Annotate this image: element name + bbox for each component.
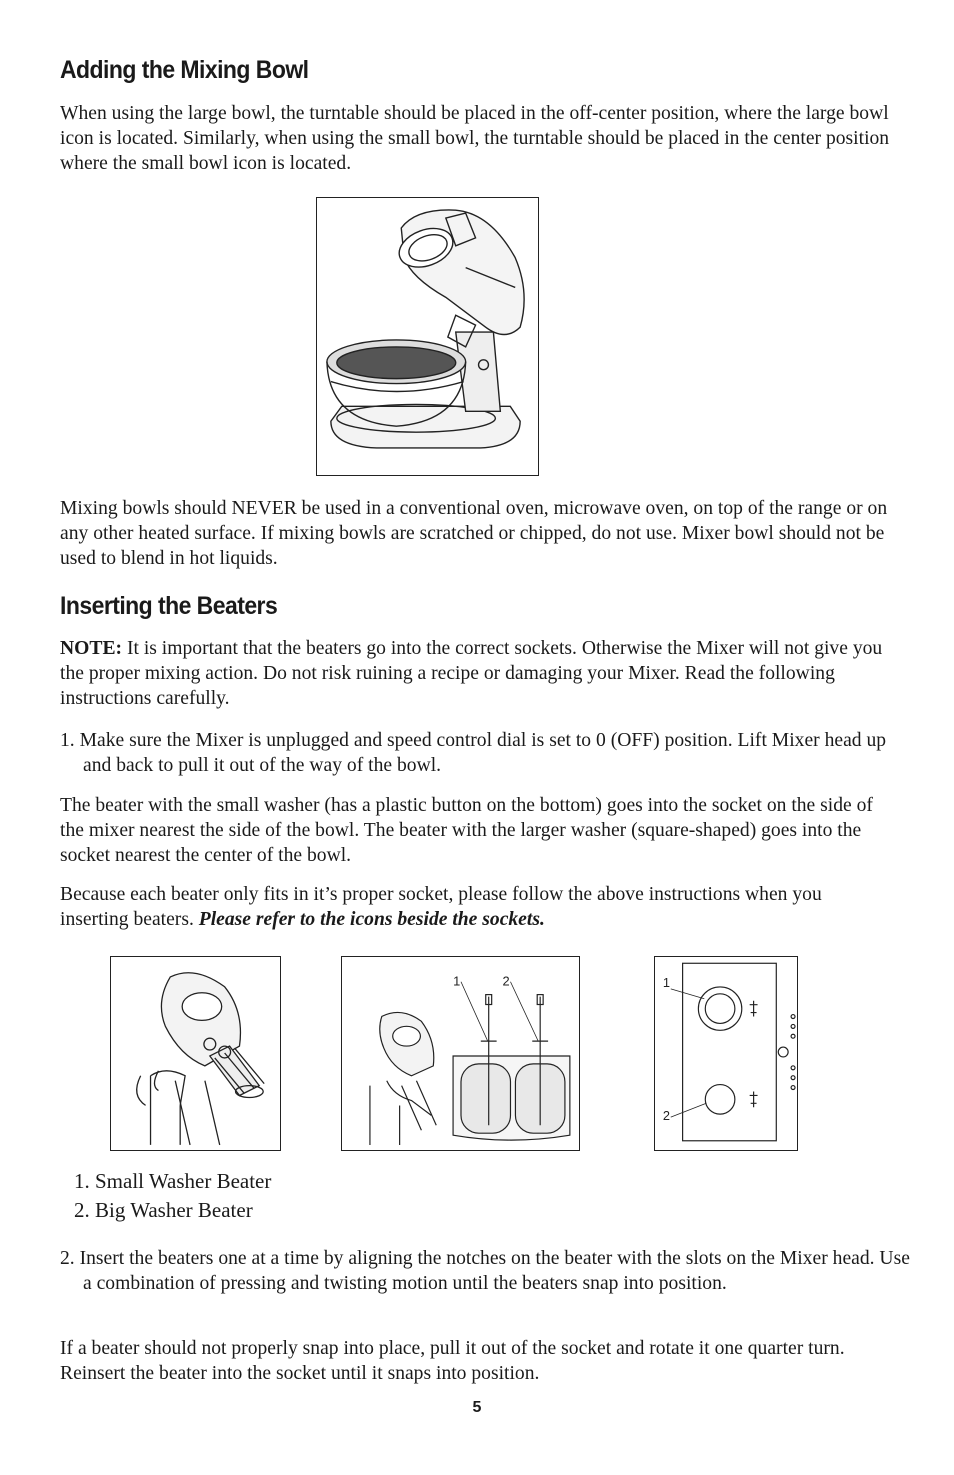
paragraph-reinsert-beater: If a beater should not properly snap into place, pull it out of the socket and rotate it one quarter turn. Reinsert the beater into the socket until it snaps into position. xyxy=(60,1338,845,1384)
socket-icons-illustration xyxy=(655,957,797,1150)
paragraph-bowl-safety: Mixing bowls should NEVER be used in a conventional oven, microwave oven, on top of the range or on any other heated surface. If mixing bowls are scratched or chipped, do not use. Mixer bowl should not be used to blend in hot liquids. xyxy=(60,498,888,569)
legend-item-big-washer: 2. Big Washer Beater xyxy=(74,1198,253,1222)
page-number: 5 xyxy=(472,1399,482,1416)
mixer-with-bowl-illustration xyxy=(317,198,538,475)
legend-item-small-washer: 1. Small Washer Beater xyxy=(74,1169,272,1193)
mixer-head-beaters-illustration xyxy=(111,957,280,1150)
paragraph-socket-icons xyxy=(60,882,894,932)
paragraph-note xyxy=(60,636,894,711)
socket-instructions-text: Because each beater only fits in it’s proper socket, please follow the above instructions when you inserting beaters. xyxy=(60,884,822,930)
step-2: 2. Insert the beaters one at a time by aligning the notches on the beater with the slots on the Mixer head. Use a combination of pressing and twisting motion until the beaters snap into position. xyxy=(60,1248,910,1294)
heading-inserting-beaters: Inserting the Beaters xyxy=(60,592,278,620)
beaters-labeled-illustration xyxy=(342,957,579,1150)
callout-1-sockets: 1 xyxy=(662,974,671,990)
callout-1-beaters: 1 xyxy=(453,973,461,989)
heading-adding-mixing-bowl: Adding the Mixing Bowl xyxy=(60,56,309,84)
figure-socket-icons xyxy=(654,956,798,1151)
callout-2-sockets: 2 xyxy=(662,1108,671,1124)
step-1: 1. Make sure the Mixer is unplugged and speed control dial is set to 0 (OFF) position. Lift Mixer head up and back to pull it out of the way of the bowl. xyxy=(60,730,887,776)
note-text: It is important that the beaters go into the correct sockets. Otherwise the Mixer will not give you the proper mixing action. Do not risk ruining a recipe or damaging your Mixer. Read the following instructions carefully. xyxy=(60,638,883,709)
paragraph-turntable-position: When using the large bowl, the turntable should be placed in the off-center position, where the large bowl icon is located. Similarly, when using the small bowl, the turntable should be placed in the center position where the small bowl icon is located. xyxy=(60,103,890,174)
socket-icons-emphasis: Please refer to the icons beside the sockets. xyxy=(198,909,545,930)
paragraph-beater-washers: The beater with the small washer (has a plastic button on the bottom) goes into the socket on the side of the mixer nearest the side of the bowl. The beater with the larger washer (square-shaped) goes into the socket nearest the center of the bowl. xyxy=(60,795,873,866)
callout-2-beaters: 2 xyxy=(502,973,510,989)
figure-mixer-head-beaters xyxy=(110,956,281,1151)
beater-legend xyxy=(74,1167,271,1225)
note-label: NOTE: xyxy=(60,638,123,659)
figure-mixer-with-bowl xyxy=(316,197,539,476)
figure-beaters-labeled xyxy=(341,956,580,1151)
